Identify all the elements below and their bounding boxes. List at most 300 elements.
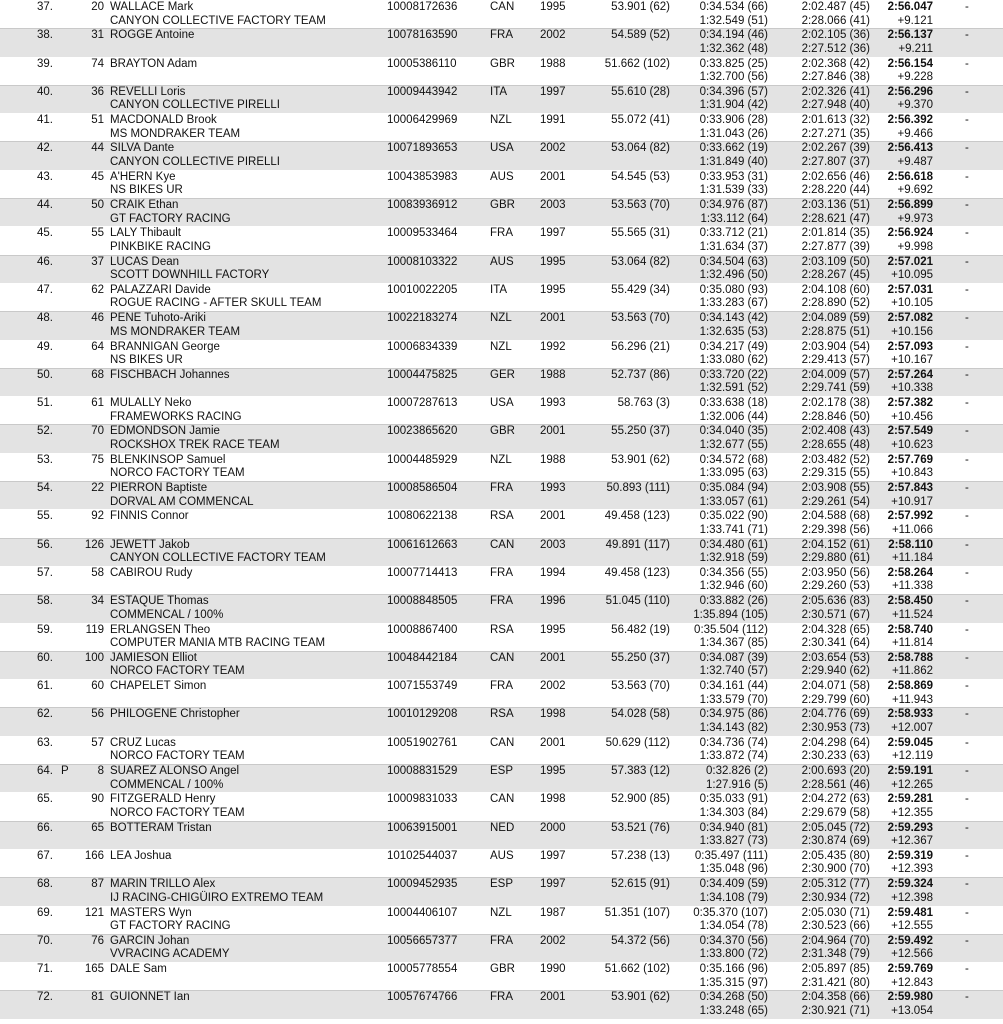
finish-time: 2:58.933 <box>887 708 933 721</box>
split-1: 0:33.662 (19) <box>699 142 768 155</box>
split-3: 2:03.654 (53) <box>801 651 870 664</box>
rank: 67. <box>37 849 53 862</box>
rider-name: MASTERS Wyn <box>110 906 192 919</box>
gap-to-leader: +12.119 <box>891 750 933 763</box>
rank: 63. <box>37 736 53 749</box>
split-1: 0:33.953 (31) <box>699 170 768 183</box>
team-name: GT FACTORY RACING <box>110 212 231 225</box>
table-row <box>0 594 1003 622</box>
status-dash: - <box>965 425 969 438</box>
split-2: 1:35.315 (97) <box>699 976 768 989</box>
finish-time: 2:59.481 <box>887 906 933 919</box>
table-row <box>0 113 1003 141</box>
split-2: 1:33.248 (65) <box>699 1004 768 1017</box>
split-4: 2:28.655 (48) <box>801 438 870 451</box>
split-1: 0:35.504 (112) <box>694 623 768 636</box>
year-of-birth: 2001 <box>540 312 566 325</box>
rank: 58. <box>37 595 53 608</box>
split-1: 0:34.940 (81) <box>699 821 768 834</box>
finish-time: 2:56.154 <box>887 57 933 70</box>
uci-id: 10061612663 <box>387 538 458 551</box>
speed-trap: 50.893 (111) <box>606 482 670 495</box>
uci-id: 10102544037 <box>387 849 458 862</box>
uci-id: 10008848505 <box>387 595 458 608</box>
status-dash: - <box>965 340 969 353</box>
uci-id: 10009831033 <box>387 793 458 806</box>
speed-trap: 53.563 (70) <box>611 312 670 325</box>
split-2: 1:32.946 (60) <box>699 580 768 593</box>
split-1: 0:34.975 (86) <box>699 708 768 721</box>
split-1: 0:33.906 (28) <box>699 114 768 127</box>
uci-id: 10008103322 <box>387 255 458 268</box>
nationality: RSA <box>490 623 514 636</box>
uci-id: 10048442184 <box>387 651 458 664</box>
split-1: 0:34.268 (50) <box>699 991 768 1004</box>
nationality: NZL <box>490 312 512 325</box>
year-of-birth: 1995 <box>540 1 566 13</box>
split-1: 0:34.504 (63) <box>699 255 768 268</box>
team-name: FRAMEWORKS RACING <box>110 410 242 423</box>
split-3: 2:02.368 (42) <box>801 57 870 70</box>
split-3: 2:02.656 (46) <box>801 170 870 183</box>
rank: 41. <box>37 114 53 127</box>
nationality: FRA <box>490 29 513 42</box>
split-2: 1:27.916 (5) <box>705 778 768 791</box>
gap-to-leader: +12.843 <box>891 976 933 989</box>
uci-id: 10004485929 <box>387 453 458 466</box>
gap-to-leader: +10.105 <box>891 297 933 310</box>
gap-to-leader: +10.456 <box>891 410 933 423</box>
rider-name: A'HERN Kye <box>110 170 176 183</box>
table-row <box>0 623 1003 651</box>
rider-name: PALAZZARI Davide <box>110 283 211 296</box>
split-1: 0:34.736 (74) <box>699 736 768 749</box>
finish-time: 2:57.992 <box>887 510 933 523</box>
rider-name: REVELLI Loris <box>110 85 186 98</box>
split-3: 2:01.814 (35) <box>801 227 870 240</box>
team-name: COMMENCAL / 100% <box>110 608 224 621</box>
year-of-birth: 1987 <box>540 906 566 919</box>
split-4: 2:29.261 (54) <box>801 495 870 508</box>
speed-trap: 53.563 (70) <box>611 199 670 212</box>
speed-trap: 53.901 (62) <box>611 991 670 1004</box>
rank: 70. <box>37 934 53 947</box>
split-3: 2:03.482 (52) <box>801 453 870 466</box>
speed-trap: 55.250 (37) <box>611 425 670 438</box>
year-of-birth: 1997 <box>540 878 566 891</box>
split-3: 2:04.009 (57) <box>801 368 870 381</box>
finish-time: 2:56.392 <box>887 114 933 127</box>
rider-name: FITZGERALD Henry <box>110 793 216 806</box>
bib-number: 56 <box>91 708 104 721</box>
split-2: 1:31.634 (37) <box>699 240 768 253</box>
bib-number: 46 <box>91 312 104 325</box>
finish-time: 2:59.980 <box>887 991 933 1004</box>
bib-number: 166 <box>84 849 104 862</box>
gap-to-leader: +12.265 <box>891 778 933 791</box>
team-name: NORCO FACTORY TEAM <box>110 467 245 480</box>
status-dash: - <box>965 283 969 296</box>
rank: 52. <box>37 425 53 438</box>
rank: 69. <box>37 906 53 919</box>
bib-number: 55 <box>91 227 104 240</box>
nationality: FRA <box>490 595 513 608</box>
year-of-birth: 1997 <box>540 85 566 98</box>
split-4: 2:27.271 (35) <box>801 127 870 140</box>
rider-name: BLENKINSOP Samuel <box>110 453 226 466</box>
bib-number: 68 <box>91 368 104 381</box>
rank: 72. <box>37 991 53 1004</box>
status-dash: - <box>965 991 969 1004</box>
year-of-birth: 1995 <box>540 623 566 636</box>
bib-number: 75 <box>91 453 104 466</box>
speed-trap: 55.072 (41) <box>611 114 670 127</box>
gap-to-leader: +9.692 <box>897 184 933 197</box>
team-name: CANYON COLLECTIVE PIRELLI <box>110 155 280 168</box>
bib-number: 34 <box>91 595 104 608</box>
bib-number: 20 <box>91 1 104 13</box>
rider-name: MACDONALD Brook <box>110 114 217 127</box>
rider-name: PIERRON Baptiste <box>110 482 208 495</box>
nationality: AUS <box>490 255 514 268</box>
split-4: 2:27.948 (40) <box>801 99 870 112</box>
rider-name: FISCHBACH Johannes <box>110 368 230 381</box>
uci-id: 10078163590 <box>387 29 458 42</box>
status-dash: - <box>965 170 969 183</box>
nationality: ITA <box>490 283 508 296</box>
split-1: 0:34.356 (55) <box>699 566 768 579</box>
table-row <box>0 764 1003 792</box>
rank: 43. <box>37 170 53 183</box>
team-name: NS BIKES UR <box>110 354 183 367</box>
speed-trap: 53.064 (82) <box>611 255 670 268</box>
rank: 49. <box>37 340 53 353</box>
team-name: COMPUTER MANIA MTB RACING TEAM <box>110 637 326 650</box>
team-name: IJ RACING-CHIGÜIRO EXTREMO TEAM <box>110 891 324 904</box>
speed-trap: 51.351 (107) <box>604 906 670 919</box>
status-dash: - <box>965 85 969 98</box>
uci-id: 10057674766 <box>387 991 458 1004</box>
team-name: CANYON COLLECTIVE FACTORY TEAM <box>110 14 326 27</box>
team-name: NORCO FACTORY TEAM <box>110 806 245 819</box>
split-3: 2:05.897 (85) <box>801 963 870 976</box>
rank: 44. <box>37 199 53 212</box>
rank: 56. <box>37 538 53 551</box>
split-3: 2:02.487 (45) <box>801 1 870 13</box>
split-3: 2:04.089 (59) <box>801 312 870 325</box>
status-dash: - <box>965 510 969 523</box>
rider-name: CRUZ Lucas <box>110 736 176 749</box>
split-1: 0:33.720 (22) <box>699 368 768 381</box>
rider-name: MARIN TRILLO Alex <box>110 878 216 891</box>
rider-name: EDMONDSON Jamie <box>110 425 220 438</box>
finish-time: 2:58.264 <box>887 566 933 579</box>
uci-id: 10010022205 <box>387 283 458 296</box>
speed-trap: 50.629 (112) <box>605 736 670 749</box>
finish-time: 2:57.031 <box>887 283 933 296</box>
split-2: 1:34.367 (85) <box>699 637 768 650</box>
split-4: 2:27.807 (37) <box>801 155 870 168</box>
status-dash: - <box>965 849 969 862</box>
status-dash: - <box>965 934 969 947</box>
split-2: 1:33.080 (62) <box>699 354 768 367</box>
year-of-birth: 2002 <box>540 29 566 42</box>
split-4: 2:28.220 (44) <box>801 184 870 197</box>
rank: 66. <box>37 821 53 834</box>
nationality: FRA <box>490 566 513 579</box>
split-3: 2:03.136 (51) <box>801 199 870 212</box>
gap-to-leader: +9.973 <box>897 212 933 225</box>
team-name: CANYON COLLECTIVE PIRELLI <box>110 99 280 112</box>
year-of-birth: 1990 <box>540 963 566 976</box>
split-4: 2:29.679 (58) <box>801 806 870 819</box>
speed-trap: 54.545 (53) <box>611 170 670 183</box>
nationality: RSA <box>490 708 514 721</box>
gap-to-leader: +13.054 <box>891 1004 933 1017</box>
bib-number: 50 <box>91 199 104 212</box>
split-3: 2:05.312 (77) <box>801 878 870 891</box>
split-4: 2:30.523 (66) <box>801 920 870 932</box>
split-4: 2:30.953 (73) <box>801 721 870 734</box>
rank: 46. <box>37 255 53 268</box>
split-4: 2:28.561 (46) <box>801 778 870 791</box>
split-3: 2:03.950 (56) <box>801 566 870 579</box>
gap-to-leader: +11.338 <box>891 580 933 593</box>
split-2: 1:32.362 (48) <box>699 42 768 55</box>
split-3: 2:03.904 (54) <box>801 340 870 353</box>
split-2: 1:31.904 (42) <box>699 99 768 112</box>
rider-name: CABIROU Rudy <box>110 566 193 579</box>
gap-to-leader: +11.524 <box>891 608 933 621</box>
split-2: 1:33.057 (61) <box>699 495 768 508</box>
gap-to-leader: +9.121 <box>897 14 933 27</box>
finish-time: 2:57.021 <box>887 255 933 268</box>
year-of-birth: 2001 <box>540 170 566 183</box>
rider-name: JEWETT Jakob <box>110 538 190 551</box>
status-dash: - <box>965 368 969 381</box>
uci-id: 10009443942 <box>387 85 458 98</box>
split-2: 1:32.549 (51) <box>699 14 768 27</box>
rank: 68. <box>37 878 53 891</box>
split-1: 0:33.712 (21) <box>699 227 768 240</box>
speed-trap: 57.238 (13) <box>611 849 670 862</box>
speed-trap: 52.615 (91) <box>611 878 670 891</box>
rider-name: BRANNIGAN George <box>110 340 220 353</box>
gap-to-leader: +10.156 <box>891 325 933 338</box>
uci-id: 10009533464 <box>387 227 458 240</box>
nationality: CAN <box>490 793 515 806</box>
nationality: CAN <box>490 538 515 551</box>
uci-id: 10007287613 <box>387 397 458 410</box>
rank: 65. <box>37 793 53 806</box>
split-2: 1:31.849 (40) <box>699 155 768 168</box>
status-dash: - <box>965 227 969 240</box>
status-dash: - <box>965 793 969 806</box>
split-1: 0:35.370 (107) <box>693 906 768 919</box>
finish-time: 2:57.093 <box>887 340 933 353</box>
rider-name: DALE Sam <box>110 963 167 976</box>
split-2: 1:32.918 (59) <box>699 552 768 565</box>
status-dash: - <box>965 29 969 42</box>
team-name: NORCO FACTORY TEAM <box>110 750 245 763</box>
nationality: NZL <box>490 114 512 127</box>
team-name: PINKBIKE RACING <box>110 240 211 253</box>
rider-name: WALLACE Mark <box>110 1 194 13</box>
split-4: 2:27.877 (39) <box>801 240 870 253</box>
split-1: 0:33.638 (18) <box>699 397 768 410</box>
finish-time: 2:56.899 <box>887 199 933 212</box>
finish-time: 2:59.324 <box>887 878 933 891</box>
speed-trap: 53.901 (62) <box>611 453 670 466</box>
split-4: 2:30.233 (63) <box>801 750 870 763</box>
rank: 40. <box>37 85 53 98</box>
bib-number: 76 <box>91 934 104 947</box>
gap-to-leader: +12.367 <box>891 835 933 848</box>
bib-number: 58 <box>91 566 104 579</box>
year-of-birth: 1993 <box>540 482 566 495</box>
bib-number: 31 <box>91 29 104 42</box>
split-1: 0:34.370 (56) <box>699 934 768 947</box>
rank: 39. <box>37 57 53 70</box>
year-of-birth: 1998 <box>540 793 566 806</box>
rank: 57. <box>37 566 53 579</box>
split-3: 2:04.776 (69) <box>801 708 870 721</box>
split-3: 2:04.298 (64) <box>801 736 870 749</box>
gap-to-leader: +12.007 <box>891 721 933 734</box>
year-of-birth: 1995 <box>540 283 566 296</box>
table-row <box>0 141 1003 169</box>
speed-trap: 49.458 (123) <box>604 510 670 523</box>
bib-number: 87 <box>91 878 104 891</box>
split-2: 1:32.740 (57) <box>699 665 768 678</box>
finish-time: 2:59.319 <box>887 849 933 862</box>
gap-to-leader: +10.167 <box>891 354 933 367</box>
gap-to-leader: +9.370 <box>897 99 933 112</box>
table-row <box>0 226 1003 254</box>
table-row <box>0 849 1003 877</box>
rank: 64. <box>37 765 53 778</box>
bib-number: 45 <box>91 170 104 183</box>
rider-name: ESTAQUE Thomas <box>110 595 209 608</box>
nationality: NZL <box>490 453 512 466</box>
year-of-birth: 1998 <box>540 708 566 721</box>
finish-time: 2:56.137 <box>887 29 933 42</box>
uci-id: 10080622138 <box>387 510 458 523</box>
bib-number: 121 <box>84 906 104 919</box>
rank: 54. <box>37 482 53 495</box>
table-row <box>0 424 1003 452</box>
status-dash: - <box>965 453 969 466</box>
split-1: 0:34.217 (49) <box>699 340 768 353</box>
team-name: ROCKSHOX TREK RACE TEAM <box>110 438 280 451</box>
split-4: 2:29.799 (60) <box>801 693 870 706</box>
split-1: 0:34.534 (66) <box>699 1 768 13</box>
year-of-birth: 1993 <box>540 397 566 410</box>
speed-trap: 55.610 (28) <box>611 85 670 98</box>
status-dash: - <box>965 482 969 495</box>
table-row <box>0 311 1003 339</box>
rank: 50. <box>37 368 53 381</box>
rider-name: BOTTERAM Tristan <box>110 821 212 834</box>
split-3: 2:01.613 (32) <box>801 114 870 127</box>
table-row <box>0 679 1003 707</box>
split-1: 0:34.480 (61) <box>699 538 768 551</box>
finish-time: 2:59.293 <box>887 821 933 834</box>
rank: 37. <box>37 1 53 13</box>
rank: 38. <box>37 29 53 42</box>
speed-trap: 55.250 (37) <box>611 651 670 664</box>
gap-to-leader: +12.566 <box>891 948 933 961</box>
gap-to-leader: +10.338 <box>891 382 933 395</box>
table-row <box>0 283 1003 311</box>
speed-trap: 53.563 (70) <box>611 680 670 693</box>
split-1: 0:35.022 (90) <box>699 510 768 523</box>
nationality: FRA <box>490 680 513 693</box>
status-dash: - <box>965 114 969 127</box>
finish-time: 2:57.082 <box>887 312 933 325</box>
split-2: 1:31.043 (26) <box>699 127 768 140</box>
rider-name: BRAYTON Adam <box>110 57 198 70</box>
speed-trap: 54.028 (58) <box>611 708 670 721</box>
status-dash: - <box>965 878 969 891</box>
finish-time: 2:56.618 <box>887 170 933 183</box>
finish-time: 2:59.045 <box>887 736 933 749</box>
split-4: 2:28.846 (50) <box>801 410 870 423</box>
year-of-birth: 1991 <box>540 114 566 127</box>
split-4: 2:31.348 (79) <box>801 948 870 961</box>
table-row <box>0 821 1003 849</box>
bib-number: 36 <box>91 85 104 98</box>
split-4: 2:28.267 (45) <box>801 269 870 282</box>
finish-time: 2:59.191 <box>887 765 933 778</box>
split-2: 1:33.800 (72) <box>699 948 768 961</box>
split-4: 2:29.260 (53) <box>801 580 870 593</box>
rank: 60. <box>37 651 53 664</box>
split-3: 2:02.105 (36) <box>801 29 870 42</box>
table-row <box>0 906 1003 934</box>
uci-id: 10008867400 <box>387 623 458 636</box>
speed-trap: 49.891 (117) <box>605 538 670 551</box>
finish-time: 2:58.788 <box>887 651 933 664</box>
finish-time: 2:59.281 <box>887 793 933 806</box>
gap-to-leader: +9.998 <box>897 240 933 253</box>
split-2: 1:33.872 (74) <box>699 750 768 763</box>
gap-to-leader: +11.184 <box>891 552 933 565</box>
uci-id: 10006834339 <box>387 340 458 353</box>
bib-number: 165 <box>84 963 104 976</box>
year-of-birth: 2001 <box>540 510 566 523</box>
split-3: 2:04.964 (70) <box>801 934 870 947</box>
rider-name: LALY Thibault <box>110 227 181 240</box>
split-3: 2:05.435 (80) <box>801 849 870 862</box>
split-1: 0:35.497 (111) <box>694 849 768 862</box>
year-of-birth: 2001 <box>540 425 566 438</box>
speed-trap: 56.296 (21) <box>611 340 670 353</box>
split-4: 2:29.315 (55) <box>801 467 870 480</box>
speed-trap: 51.662 (102) <box>604 57 670 70</box>
split-3: 2:02.178 (38) <box>801 397 870 410</box>
rider-name: FINNIS Connor <box>110 510 189 523</box>
speed-trap: 51.045 (110) <box>605 595 670 608</box>
table-row <box>0 736 1003 764</box>
year-of-birth: 2000 <box>540 821 566 834</box>
bib-number: 65 <box>91 821 104 834</box>
speed-trap: 52.737 (86) <box>611 368 670 381</box>
gap-to-leader: +10.095 <box>891 269 933 282</box>
split-2: 1:35.048 (96) <box>699 863 768 876</box>
uci-id: 10006429969 <box>387 114 458 127</box>
split-2: 1:33.827 (73) <box>699 835 768 848</box>
